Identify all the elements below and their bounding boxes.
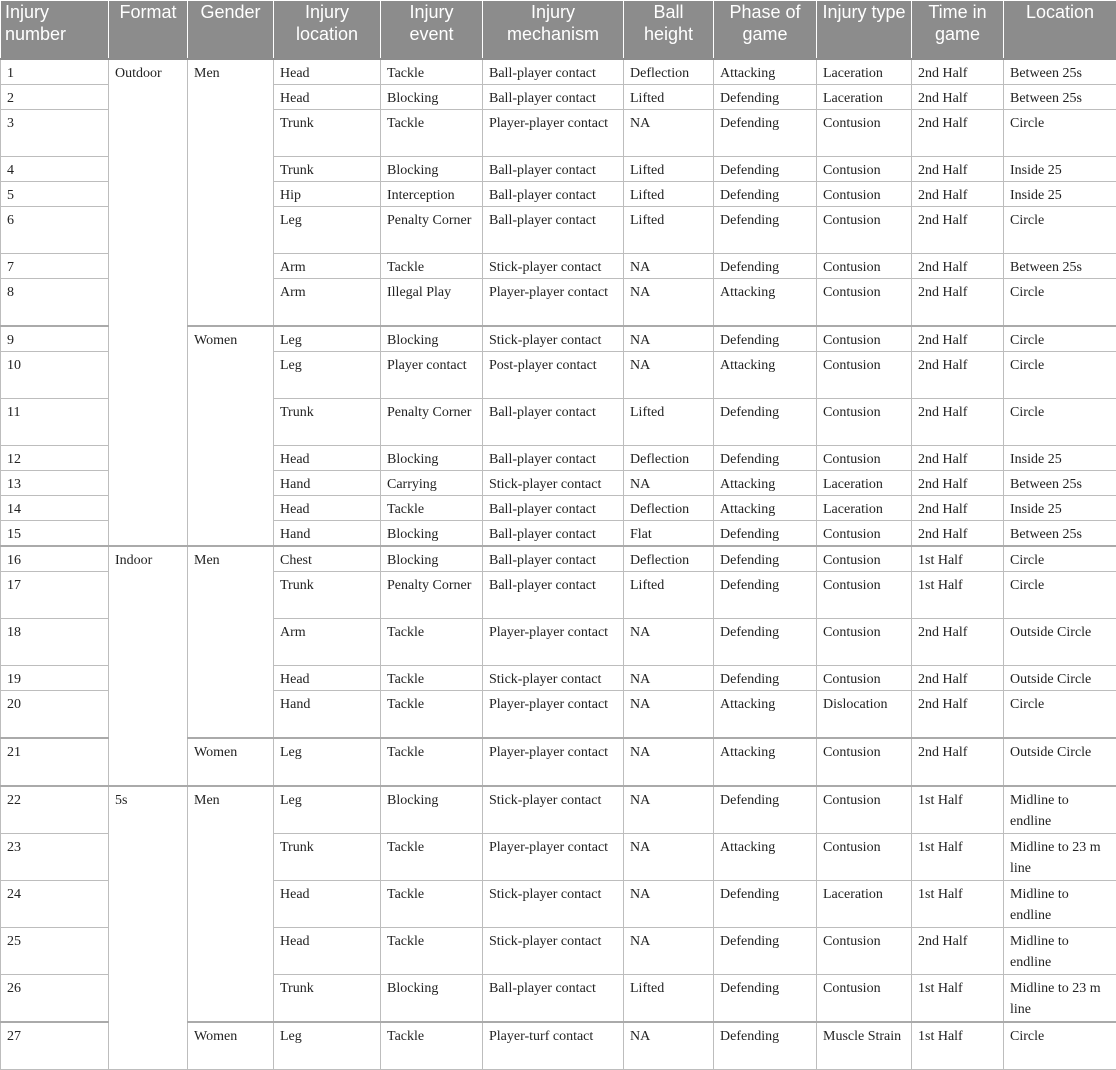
cell-time-in-game: 2nd Half	[912, 85, 1004, 110]
cell-gender-women-5s: Women	[188, 1022, 274, 1070]
cell-injury-location: Hip	[274, 182, 381, 207]
cell-injury-event: Tackle	[381, 254, 483, 279]
cell-ball-height: Lifted	[624, 207, 714, 254]
cell-ball-height: NA	[624, 881, 714, 928]
cell-injury-location: Head	[274, 666, 381, 691]
cell-phase-of-game: Attacking	[714, 834, 817, 881]
cell-time-in-game: 2nd Half	[912, 182, 1004, 207]
cell-injury-event: Penalty Corner	[381, 207, 483, 254]
cell-injury-location: Trunk	[274, 110, 381, 157]
cell-injury-event: Penalty Corner	[381, 572, 483, 619]
cell-phase-of-game: Attacking	[714, 471, 817, 496]
cell-injury-event: Tackle	[381, 110, 483, 157]
cell-phase-of-game: Attacking	[714, 496, 817, 521]
cell-injury-type: Contusion	[817, 619, 912, 666]
cell-phase-of-game: Defending	[714, 975, 817, 1023]
cell-injury-event: Illegal Play	[381, 279, 483, 327]
cell-injury-location: Trunk	[274, 975, 381, 1023]
cell-phase-of-game: Attacking	[714, 279, 817, 327]
cell-injury-mechanism: Ball-player contact	[483, 521, 624, 547]
cell-ball-height: NA	[624, 619, 714, 666]
cell-injury-type: Contusion	[817, 546, 912, 572]
cell-injury-event: Blocking	[381, 521, 483, 547]
cell-ball-height: NA	[624, 928, 714, 975]
cell-injury-type: Contusion	[817, 666, 912, 691]
cell-gender-men-5s: Men	[188, 786, 274, 1022]
cell-phase-of-game: Defending	[714, 85, 817, 110]
cell-ball-height: Lifted	[624, 85, 714, 110]
cell-time-in-game: 1st Half	[912, 1022, 1004, 1070]
cell-injury-mechanism: Post-player contact	[483, 352, 624, 399]
cell-ball-height: NA	[624, 666, 714, 691]
cell-injury-location: Hand	[274, 521, 381, 547]
cell-injury-mechanism: Ball-player contact	[483, 157, 624, 182]
cell-injury-mechanism: Player-player contact	[483, 738, 624, 786]
cell-injury-number: 14	[1, 496, 109, 521]
cell-injury-location: Head	[274, 85, 381, 110]
cell-injury-location: Arm	[274, 619, 381, 666]
cell-injury-mechanism: Stick-player contact	[483, 471, 624, 496]
cell-injury-event: Tackle	[381, 619, 483, 666]
header-injury-event: Injury event	[381, 1, 483, 60]
header-format: Format	[109, 1, 188, 60]
cell-ball-height: NA	[624, 471, 714, 496]
cell-injury-type: Dislocation	[817, 691, 912, 739]
cell-time-in-game: 2nd Half	[912, 446, 1004, 471]
cell-injury-mechanism: Ball-player contact	[483, 546, 624, 572]
cell-injury-number: 1	[1, 59, 109, 85]
table-row	[1, 786, 1116, 834]
cell-ball-height: NA	[624, 254, 714, 279]
cell-injury-location: Head	[274, 928, 381, 975]
cell-injury-type: Contusion	[817, 834, 912, 881]
cell-injury-type: Contusion	[817, 928, 912, 975]
cell-injury-mechanism: Stick-player contact	[483, 928, 624, 975]
cell-injury-type: Muscle Strain	[817, 1022, 912, 1070]
cell-ball-height: NA	[624, 352, 714, 399]
cell-injury-location: Arm	[274, 279, 381, 327]
cell-phase-of-game: Attacking	[714, 738, 817, 786]
cell-injury-mechanism: Ball-player contact	[483, 182, 624, 207]
cell-location: Circle	[1004, 1022, 1116, 1070]
cell-injury-location: Trunk	[274, 399, 381, 446]
table-row	[1, 546, 1116, 572]
cell-injury-mechanism: Ball-player contact	[483, 207, 624, 254]
cell-injury-location: Leg	[274, 1022, 381, 1070]
cell-gender-women-indoor: Women	[188, 738, 274, 786]
cell-injury-event: Blocking	[381, 85, 483, 110]
cell-location: Circle	[1004, 326, 1116, 352]
cell-injury-type: Contusion	[817, 326, 912, 352]
cell-gender-men-outdoor: Men	[188, 59, 274, 326]
cell-injury-location: Leg	[274, 786, 381, 834]
cell-phase-of-game: Defending	[714, 182, 817, 207]
cell-ball-height: Flat	[624, 521, 714, 547]
cell-injury-number: 2	[1, 85, 109, 110]
cell-phase-of-game: Defending	[714, 446, 817, 471]
cell-ball-height: NA	[624, 691, 714, 739]
cell-time-in-game: 2nd Half	[912, 691, 1004, 739]
cell-injury-type: Contusion	[817, 279, 912, 327]
cell-injury-number: 22	[1, 786, 109, 834]
cell-injury-type: Laceration	[817, 881, 912, 928]
cell-time-in-game: 2nd Half	[912, 666, 1004, 691]
cell-injury-mechanism: Ball-player contact	[483, 59, 624, 85]
cell-injury-type: Contusion	[817, 254, 912, 279]
cell-location: Outside Circle	[1004, 666, 1116, 691]
cell-phase-of-game: Attacking	[714, 59, 817, 85]
cell-ball-height: Deflection	[624, 446, 714, 471]
cell-ball-height: NA	[624, 786, 714, 834]
cell-ball-height: NA	[624, 326, 714, 352]
cell-location: Inside 25	[1004, 157, 1116, 182]
cell-injury-mechanism: Stick-player contact	[483, 254, 624, 279]
cell-phase-of-game: Defending	[714, 1022, 817, 1070]
header-phase-of-game: Phase of game	[714, 1, 817, 60]
cell-phase-of-game: Defending	[714, 928, 817, 975]
cell-location: Circle	[1004, 691, 1116, 739]
cell-ball-height: NA	[624, 110, 714, 157]
cell-injury-location: Leg	[274, 352, 381, 399]
cell-location: Between 25s	[1004, 254, 1116, 279]
cell-injury-location: Trunk	[274, 157, 381, 182]
cell-injury-location: Leg	[274, 207, 381, 254]
cell-injury-type: Contusion	[817, 399, 912, 446]
cell-location: Circle	[1004, 572, 1116, 619]
cell-injury-location: Leg	[274, 738, 381, 786]
cell-injury-type: Contusion	[817, 975, 912, 1023]
cell-injury-location: Leg	[274, 326, 381, 352]
header-gender: Gender	[188, 1, 274, 60]
cell-injury-mechanism: Ball-player contact	[483, 975, 624, 1023]
cell-phase-of-game: Attacking	[714, 352, 817, 399]
cell-time-in-game: 2nd Half	[912, 207, 1004, 254]
cell-phase-of-game: Defending	[714, 110, 817, 157]
cell-injury-type: Contusion	[817, 738, 912, 786]
cell-format-indoor: Indoor	[109, 546, 188, 786]
cell-injury-event: Tackle	[381, 738, 483, 786]
cell-time-in-game: 2nd Half	[912, 279, 1004, 327]
header-injury-type: Injury type	[817, 1, 912, 60]
cell-time-in-game: 2nd Half	[912, 521, 1004, 547]
cell-injury-mechanism: Stick-player contact	[483, 666, 624, 691]
cell-injury-number: 23	[1, 834, 109, 881]
cell-phase-of-game: Defending	[714, 157, 817, 182]
cell-time-in-game: 2nd Half	[912, 352, 1004, 399]
cell-time-in-game: 2nd Half	[912, 254, 1004, 279]
cell-location: Circle	[1004, 399, 1116, 446]
cell-format-outdoor: Outdoor	[109, 59, 188, 546]
cell-ball-height: NA	[624, 279, 714, 327]
table-row	[1, 59, 1116, 85]
cell-ball-height: Deflection	[624, 59, 714, 85]
cell-injury-mechanism: Player-player contact	[483, 834, 624, 881]
cell-injury-location: Hand	[274, 471, 381, 496]
cell-injury-number: 24	[1, 881, 109, 928]
cell-location: Inside 25	[1004, 182, 1116, 207]
cell-injury-number: 11	[1, 399, 109, 446]
cell-ball-height: Lifted	[624, 572, 714, 619]
cell-time-in-game: 2nd Half	[912, 928, 1004, 975]
header-row	[1, 1, 1116, 60]
cell-location: Outside Circle	[1004, 738, 1116, 786]
cell-injury-event: Carrying	[381, 471, 483, 496]
cell-location: Inside 25	[1004, 446, 1116, 471]
cell-injury-event: Tackle	[381, 691, 483, 739]
cell-injury-event: Tackle	[381, 496, 483, 521]
cell-injury-location: Arm	[274, 254, 381, 279]
cell-time-in-game: 2nd Half	[912, 157, 1004, 182]
cell-ball-height: NA	[624, 1022, 714, 1070]
cell-phase-of-game: Defending	[714, 666, 817, 691]
header-injury-number: Injury number	[1, 1, 109, 60]
cell-phase-of-game: Defending	[714, 572, 817, 619]
cell-injury-number: 7	[1, 254, 109, 279]
cell-injury-location: Head	[274, 446, 381, 471]
cell-location: Circle	[1004, 207, 1116, 254]
cell-location: Midline to 23 m line	[1004, 975, 1116, 1023]
cell-phase-of-game: Defending	[714, 207, 817, 254]
cell-time-in-game: 2nd Half	[912, 326, 1004, 352]
cell-injury-number: 8	[1, 279, 109, 327]
cell-injury-event: Interception	[381, 182, 483, 207]
cell-location: Circle	[1004, 279, 1116, 327]
cell-time-in-game: 2nd Half	[912, 496, 1004, 521]
cell-time-in-game: 2nd Half	[912, 59, 1004, 85]
cell-time-in-game: 2nd Half	[912, 110, 1004, 157]
cell-injury-location: Trunk	[274, 572, 381, 619]
header-location: Location	[1004, 1, 1116, 60]
cell-injury-event: Blocking	[381, 446, 483, 471]
cell-injury-type: Laceration	[817, 85, 912, 110]
cell-injury-number: 17	[1, 572, 109, 619]
cell-injury-number: 26	[1, 975, 109, 1023]
cell-injury-type: Contusion	[817, 207, 912, 254]
cell-injury-type: Contusion	[817, 157, 912, 182]
cell-injury-mechanism: Ball-player contact	[483, 446, 624, 471]
cell-injury-number: 5	[1, 182, 109, 207]
cell-injury-number: 9	[1, 326, 109, 352]
cell-phase-of-game: Defending	[714, 786, 817, 834]
cell-time-in-game: 2nd Half	[912, 738, 1004, 786]
cell-ball-height: Lifted	[624, 399, 714, 446]
cell-ball-height: Lifted	[624, 157, 714, 182]
cell-injury-mechanism: Ball-player contact	[483, 496, 624, 521]
cell-gender-men-indoor: Men	[188, 546, 274, 738]
cell-location: Circle	[1004, 110, 1116, 157]
cell-injury-mechanism: Stick-player contact	[483, 326, 624, 352]
cell-injury-number: 19	[1, 666, 109, 691]
cell-phase-of-game: Defending	[714, 619, 817, 666]
cell-gender-women-outdoor: Women	[188, 326, 274, 546]
cell-injury-number: 13	[1, 471, 109, 496]
cell-format-5s: 5s	[109, 786, 188, 1070]
cell-time-in-game: 1st Half	[912, 881, 1004, 928]
cell-injury-type: Contusion	[817, 521, 912, 547]
cell-injury-event: Tackle	[381, 881, 483, 928]
cell-location: Midline to endline	[1004, 786, 1116, 834]
cell-phase-of-game: Defending	[714, 254, 817, 279]
cell-phase-of-game: Defending	[714, 399, 817, 446]
cell-injury-event: Tackle	[381, 928, 483, 975]
header-time-in-game: Time in game	[912, 1, 1004, 60]
cell-location: Midline to endline	[1004, 881, 1116, 928]
cell-injury-number: 18	[1, 619, 109, 666]
cell-location: Between 25s	[1004, 59, 1116, 85]
cell-phase-of-game: Defending	[714, 881, 817, 928]
cell-phase-of-game: Attacking	[714, 691, 817, 739]
header-ball-height: Ball height	[624, 1, 714, 60]
cell-injury-event: Blocking	[381, 975, 483, 1023]
cell-location: Between 25s	[1004, 85, 1116, 110]
cell-ball-height: Deflection	[624, 496, 714, 521]
cell-injury-number: 3	[1, 110, 109, 157]
cell-injury-number: 21	[1, 738, 109, 786]
cell-time-in-game: 2nd Half	[912, 471, 1004, 496]
cell-injury-type: Contusion	[817, 352, 912, 399]
cell-injury-mechanism: Ball-player contact	[483, 399, 624, 446]
cell-location: Inside 25	[1004, 496, 1116, 521]
cell-location: Circle	[1004, 546, 1116, 572]
cell-injury-number: 15	[1, 521, 109, 547]
cell-injury-location: Head	[274, 59, 381, 85]
cell-phase-of-game: Defending	[714, 521, 817, 547]
cell-injury-mechanism: Player-player contact	[483, 691, 624, 739]
cell-injury-location: Head	[274, 496, 381, 521]
cell-injury-mechanism: Stick-player contact	[483, 786, 624, 834]
cell-injury-event: Blocking	[381, 546, 483, 572]
cell-injury-location: Head	[274, 881, 381, 928]
cell-injury-type: Laceration	[817, 59, 912, 85]
cell-time-in-game: 1st Half	[912, 786, 1004, 834]
cell-time-in-game: 1st Half	[912, 834, 1004, 881]
cell-injury-event: Blocking	[381, 326, 483, 352]
cell-injury-mechanism: Ball-player contact	[483, 85, 624, 110]
cell-location: Between 25s	[1004, 471, 1116, 496]
cell-location: Circle	[1004, 352, 1116, 399]
cell-injury-type: Contusion	[817, 110, 912, 157]
cell-injury-event: Tackle	[381, 1022, 483, 1070]
cell-injury-number: 12	[1, 446, 109, 471]
cell-phase-of-game: Defending	[714, 546, 817, 572]
cell-injury-type: Contusion	[817, 786, 912, 834]
cell-location: Between 25s	[1004, 521, 1116, 547]
cell-time-in-game: 1st Half	[912, 975, 1004, 1023]
cell-injury-event: Tackle	[381, 834, 483, 881]
cell-injury-location: Chest	[274, 546, 381, 572]
cell-phase-of-game: Defending	[714, 326, 817, 352]
cell-location: Outside Circle	[1004, 619, 1116, 666]
cell-injury-type: Laceration	[817, 496, 912, 521]
cell-ball-height: NA	[624, 834, 714, 881]
cell-injury-mechanism: Ball-player contact	[483, 572, 624, 619]
cell-injury-mechanism: Player-turf contact	[483, 1022, 624, 1070]
cell-injury-location: Trunk	[274, 834, 381, 881]
table-body	[1, 59, 1116, 1070]
cell-ball-height: NA	[624, 738, 714, 786]
cell-injury-type: Contusion	[817, 446, 912, 471]
cell-injury-event: Tackle	[381, 666, 483, 691]
cell-injury-number: 4	[1, 157, 109, 182]
cell-injury-event: Blocking	[381, 157, 483, 182]
cell-injury-type: Laceration	[817, 471, 912, 496]
cell-location: Midline to endline	[1004, 928, 1116, 975]
cell-injury-location: Hand	[274, 691, 381, 739]
header-injury-location: Injury location	[274, 1, 381, 60]
cell-time-in-game: 1st Half	[912, 572, 1004, 619]
cell-injury-event: Tackle	[381, 59, 483, 85]
cell-injury-number: 27	[1, 1022, 109, 1070]
cell-injury-mechanism: Player-player contact	[483, 279, 624, 327]
cell-injury-event: Player contact	[381, 352, 483, 399]
cell-injury-number: 20	[1, 691, 109, 739]
cell-injury-number: 25	[1, 928, 109, 975]
header-injury-mechanism: Injury mechanism	[483, 1, 624, 60]
cell-ball-height: Deflection	[624, 546, 714, 572]
cell-injury-event: Penalty Corner	[381, 399, 483, 446]
cell-injury-type: Contusion	[817, 572, 912, 619]
cell-injury-number: 10	[1, 352, 109, 399]
cell-ball-height: Lifted	[624, 975, 714, 1023]
cell-location: Midline to 23 m line	[1004, 834, 1116, 881]
cell-time-in-game: 2nd Half	[912, 399, 1004, 446]
cell-injury-type: Contusion	[817, 182, 912, 207]
cell-injury-mechanism: Player-player contact	[483, 619, 624, 666]
cell-injury-number: 16	[1, 546, 109, 572]
cell-injury-number: 6	[1, 207, 109, 254]
cell-time-in-game: 1st Half	[912, 546, 1004, 572]
cell-injury-event: Blocking	[381, 786, 483, 834]
cell-injury-mechanism: Player-player contact	[483, 110, 624, 157]
cell-injury-mechanism: Stick-player contact	[483, 881, 624, 928]
cell-time-in-game: 2nd Half	[912, 619, 1004, 666]
cell-ball-height: Lifted	[624, 182, 714, 207]
